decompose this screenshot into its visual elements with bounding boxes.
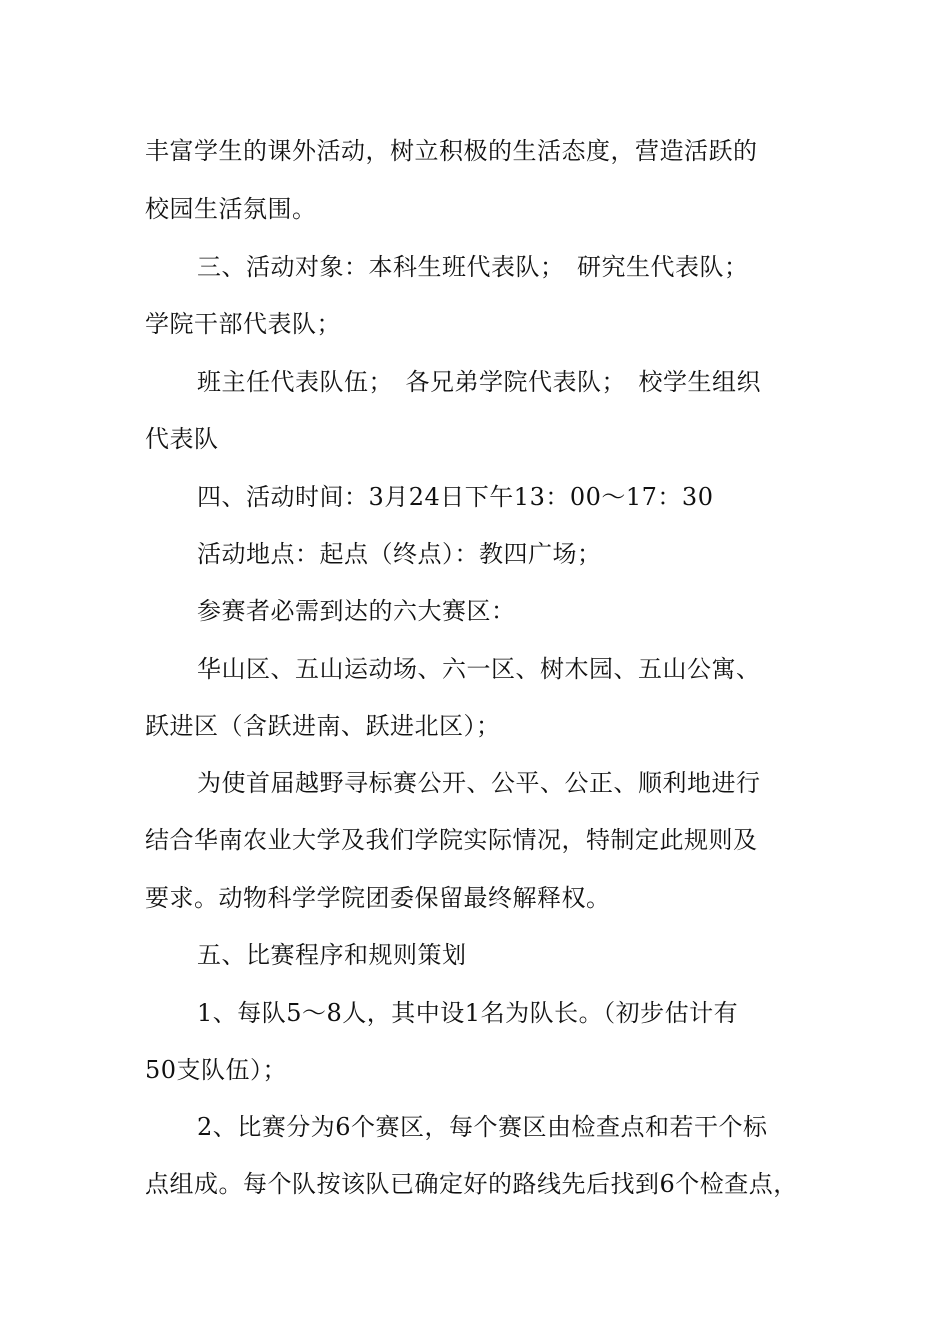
text-line: 代表队 bbox=[145, 425, 219, 453]
text-line: 活动地点：起点（终点）：教四广场； bbox=[197, 540, 602, 568]
text-line: 华山区、五山运动场、六一区、树木园、五山公寓、 bbox=[197, 655, 761, 683]
text-line: 要求。动物科学学院团委保留最终解释权。 bbox=[145, 884, 611, 912]
text-line: 结合华南农业大学及我们学院实际情况，特制定此规则及 bbox=[145, 826, 758, 854]
text-line: 跃进区（含跃进南、跃进北区）； bbox=[145, 712, 501, 740]
text-line: 1、每队5～8人，其中设1名为队长。（初步估计有 bbox=[197, 999, 739, 1027]
text-line: 点组成。每个队按该队已确定好的路线先后找到6个检查点， bbox=[145, 1170, 798, 1198]
section-heading-time: 四、活动时间：3月24日下午13：00～17：30 bbox=[197, 483, 714, 511]
text-line: 为使首届越野寻标赛公开、公平、公正、顺利地进行 bbox=[197, 769, 761, 797]
section-heading-rules: 五、比赛程序和规则策划 bbox=[197, 941, 467, 969]
text-line: 学院干部代表队； bbox=[145, 310, 341, 338]
text-line: 参赛者必需到达的六大赛区： bbox=[197, 597, 516, 625]
text-line: 50支队伍）； bbox=[145, 1056, 288, 1084]
section-heading-targets: 三、活动对象：本科生班代表队； 研究生代表队； bbox=[197, 253, 749, 281]
text-line: 丰富学生的课外活动，树立积极的生活态度，营造活跃的 bbox=[145, 137, 758, 165]
text-line: 班主任代表队伍； 各兄弟学院代表队； 校学生组织 bbox=[197, 368, 761, 396]
text-line: 2、比赛分为6个赛区，每个赛区由检查点和若干个标 bbox=[197, 1113, 768, 1141]
text-line: 校园生活氛围。 bbox=[145, 195, 317, 223]
